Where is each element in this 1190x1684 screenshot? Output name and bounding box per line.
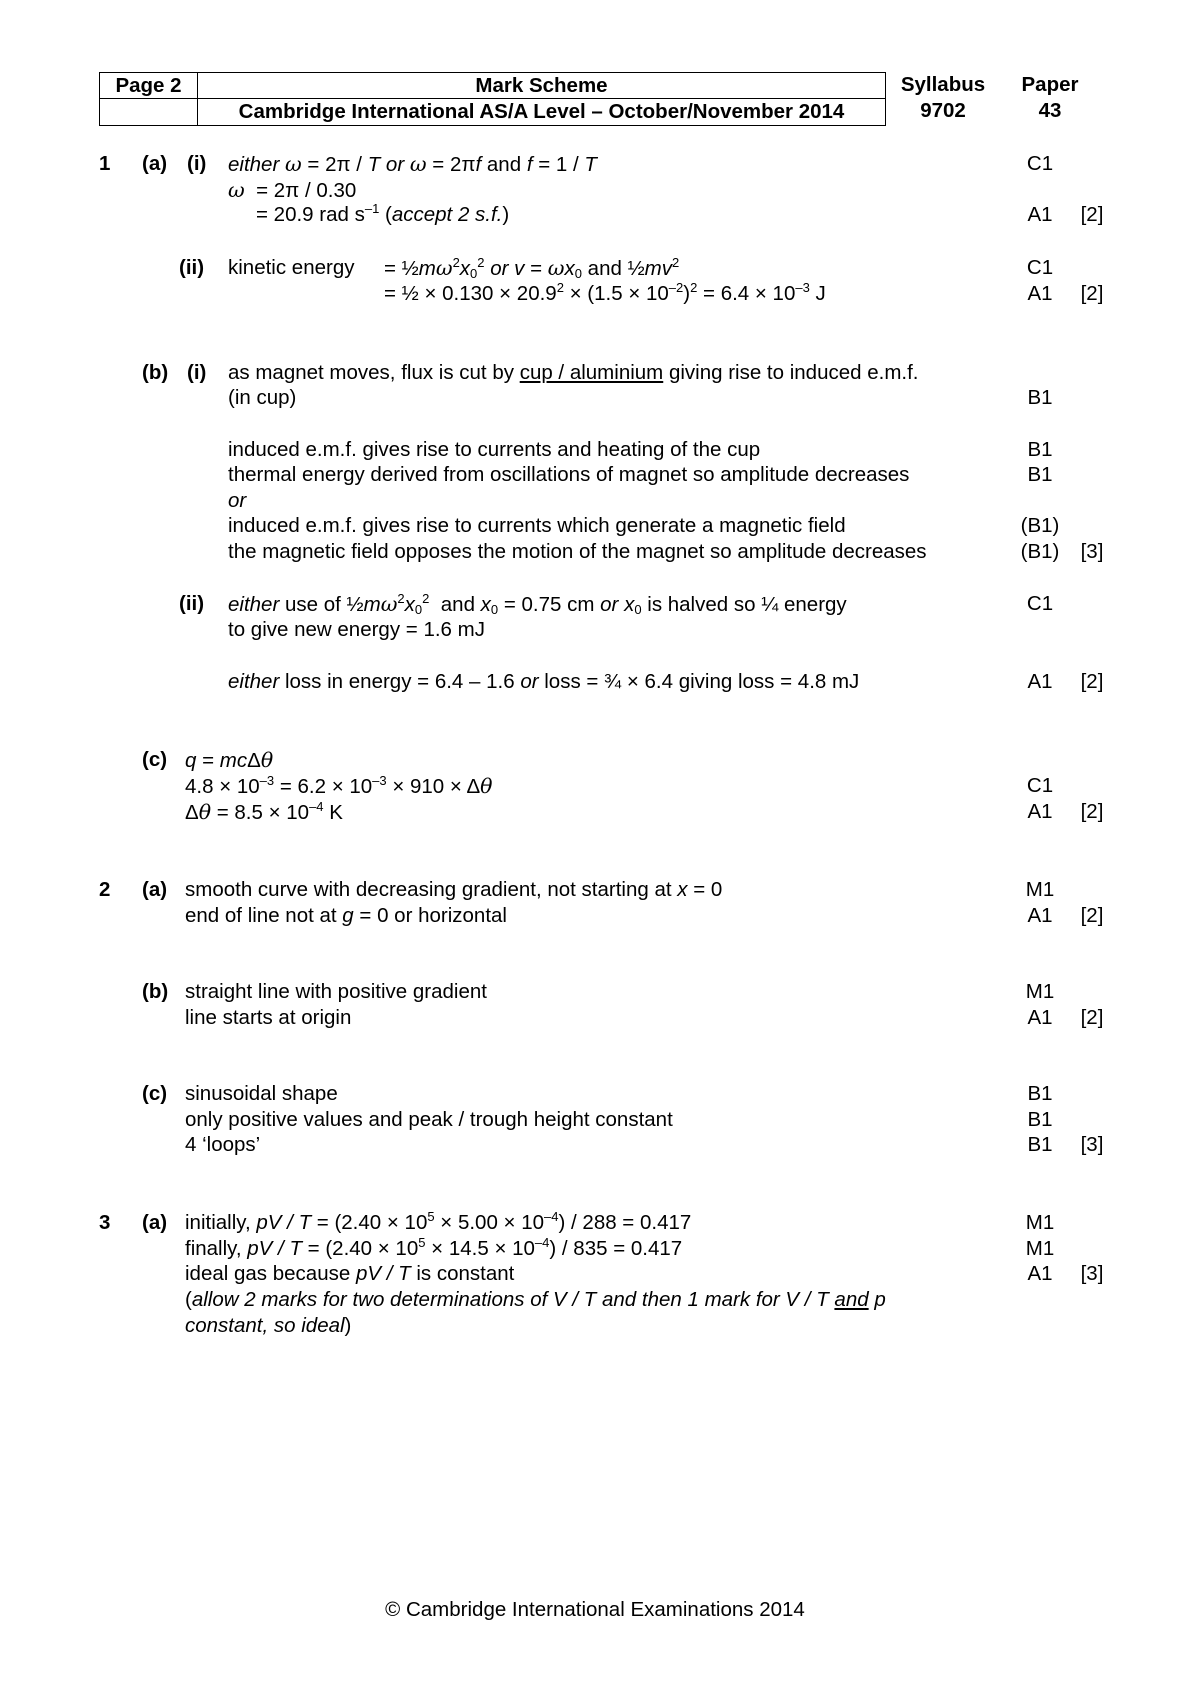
subpart-label-1a-i: (i) (187, 152, 207, 175)
answer-line-1b-ii-3: either loss in energy = 6.4 – 1.6 or loss = ¾ × 6.4 giving loss = 4.8 mJ (228, 670, 860, 693)
answer-line-2b-1: straight line with positive gradient (185, 980, 487, 1003)
part-label-3a: (a) (142, 1211, 168, 1234)
page-number: Page 2 (115, 74, 182, 97)
answer-line-1b-i-or: or (228, 489, 247, 512)
mark-2a-1: M1 (1025, 878, 1055, 901)
answer-line-1b-i-5: induced e.m.f. gives rise to currents which generate a magnetic field (228, 514, 846, 537)
total-mark-1c: [2] (1080, 800, 1104, 823)
page-subtitle: Cambridge International AS/A Level – October/November 2014 (238, 100, 845, 123)
answer-line-1c-3: $\Delta\theta = 8.5 \times 10^{-4}$ K (185, 799, 343, 824)
total-mark-2a: [2] (1080, 904, 1104, 927)
answer-line-1c-2: $4.8 \times 10^{-3} = 6.2 \times 10^{-3} \times 910 \times \Delta\theta$ (185, 773, 493, 798)
mark-1b-i-2: B1 (1027, 438, 1053, 461)
subpart-label-1b-ii: (ii) (179, 592, 205, 615)
answer-line-1c-1: q = mcΔθ (185, 748, 274, 772)
total-mark-3a: [3] (1080, 1262, 1104, 1285)
mark-2c-2: B1 (1027, 1108, 1053, 1131)
mark-1b-i-5: (B1) (1020, 540, 1060, 563)
answer-line-3a-4: (allow 2 marks for two determinations of V / T and then 1 mark for V / T and p (185, 1288, 886, 1311)
answer-line-1a-i-2: ω = 2π / 0.30 (228, 178, 357, 202)
answer-line-1a-i-3: = 20.9 rad $s^{-1}$ (accept 2 s.f.) (256, 201, 510, 226)
header-divider-horizontal (100, 98, 885, 99)
part-label-1b: (b) (142, 361, 169, 384)
mark-1a-ii-1: C1 (1026, 256, 1054, 279)
header-table (99, 72, 886, 126)
page-title: Mark Scheme (475, 74, 608, 97)
part-label-2b: (b) (142, 980, 169, 1003)
answer-line-3a-5: constant, so ideal) (185, 1314, 352, 1337)
answer-line-1a-ii-1: kinetic energy (228, 256, 355, 279)
mark-1b-i-4: (B1) (1020, 514, 1060, 537)
answer-line-1a-ii-2: = ½ × $0.130 \times 20.9^2 \times (1.5 \times 10^{-2})^2 = 6.4 \times 10^{-3}$ J (384, 280, 826, 305)
mark-2b-1: M1 (1025, 980, 1055, 1003)
mark-1b-ii-2: A1 (1027, 670, 1053, 693)
mark-3a-2: M1 (1025, 1237, 1055, 1260)
part-label-2c: (c) (142, 1082, 168, 1105)
total-mark-1b-ii: [2] (1080, 670, 1104, 693)
mark-1b-ii-1: C1 (1026, 592, 1054, 615)
mark-2b-2: A1 (1027, 1006, 1053, 1029)
mark-1b-i-3: B1 (1027, 463, 1053, 486)
answer-line-3a-2: finally, pV / $T = (2.40 \times 10^5 \times 14.5 \times 10^{-4}) / 835 = 0.417$ (185, 1235, 683, 1260)
answer-line-3a-1: initially, pV / $T = (2.40 \times 10^5 \times 5.00 \times 10^{-4}) / 288 = 0.417$ (185, 1209, 692, 1234)
question-number-2: 2 (99, 878, 111, 901)
mark-1b-i-1: B1 (1027, 386, 1053, 409)
answer-line-1a-i-1: either ω = 2π / T or ω = 2πf and f = 1 / T (228, 152, 597, 176)
total-mark-2b: [2] (1080, 1006, 1104, 1029)
total-mark-2c: [3] (1080, 1133, 1104, 1156)
part-label-1c: (c) (142, 748, 168, 771)
total-mark-1a-ii: [2] (1080, 282, 1104, 305)
answer-line-1b-i-1: as magnet moves, flux is cut by cup / aluminium giving rise to induced e.m.f. (228, 361, 919, 384)
question-number-1: 1 (99, 152, 111, 175)
syllabus-label: Syllabus (900, 73, 986, 96)
part-label-2a: (a) (142, 878, 168, 901)
footer-copyright: © Cambridge International Examinations 2014 (385, 1598, 805, 1621)
paper-label: Paper (1021, 73, 1079, 96)
answer-line-1b-i-2: (in cup) (228, 386, 297, 409)
answer-line-2a-2: end of line not at g = 0 or horizontal (185, 904, 507, 927)
answer-line-2c-1: sinusoidal shape (185, 1082, 338, 1105)
mark-3a-3: A1 (1027, 1262, 1053, 1285)
answer-line-2c-2: only positive values and peak / trough height constant (185, 1108, 673, 1131)
mark-1c-2: A1 (1027, 800, 1053, 823)
mark-1a-i-2: A1 (1027, 203, 1053, 226)
syllabus-code: 9702 (920, 99, 966, 122)
answer-line-2c-3: 4 ‘loops’ (185, 1133, 261, 1156)
answer-line-1b-ii-1: either use of $\frac{1}{2}m\omega^2x_0^2$ and $x_0 = 0.75$ cm or $x_0$ is halved so ¼ energy (228, 591, 847, 617)
total-mark-1a-i: [2] (1080, 203, 1104, 226)
answer-line-1b-i-4: thermal energy derived from oscillations of magnet so amplitude decreases (228, 463, 910, 486)
answer-line-1b-i-6: the magnetic field opposes the motion of the magnet so amplitude decreases (228, 540, 927, 563)
total-mark-1b-i: [3] (1080, 540, 1104, 563)
answer-line-1a-ii-1-eq: = $\frac{1}{2}m\omega^2x_0^2$ or $v = \omega x_0$ and $\frac{1}{2}mv^2$ (384, 255, 680, 281)
mark-3a-1: M1 (1025, 1211, 1055, 1234)
mark-2c-1: B1 (1027, 1082, 1053, 1105)
mark-2c-3: B1 (1027, 1133, 1053, 1156)
answer-line-1b-ii-2: to give new energy = 1.6 mJ (228, 618, 485, 641)
part-label-1a: (a) (142, 152, 168, 175)
subpart-label-1b-i: (i) (187, 361, 207, 384)
mark-2a-2: A1 (1027, 904, 1053, 927)
mark-1a-i-1: C1 (1026, 152, 1054, 175)
answer-line-2a-1: smooth curve with decreasing gradient, not starting at x = 0 (185, 878, 723, 901)
mark-1c-1: C1 (1026, 774, 1054, 797)
subpart-label-1a-ii: (ii) (179, 256, 205, 279)
mark-1a-ii-2: A1 (1027, 282, 1053, 305)
answer-line-1b-i-3: induced e.m.f. gives rise to currents and heating of the cup (228, 438, 761, 461)
answer-line-2b-2: line starts at origin (185, 1006, 352, 1029)
question-number-3: 3 (99, 1211, 111, 1234)
paper-code: 43 (1038, 99, 1062, 122)
answer-line-3a-3: ideal gas because pV / T is constant (185, 1262, 515, 1285)
